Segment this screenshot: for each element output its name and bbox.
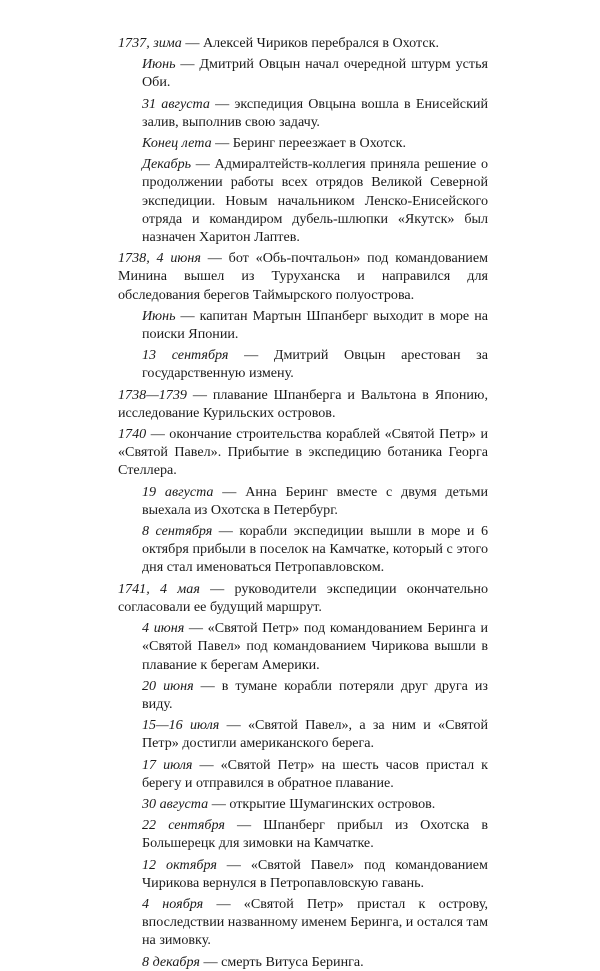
chronology-year-entry	[118, 580, 488, 616]
entry-date: 19 августа	[142, 483, 214, 500]
chronology-sub-entry	[118, 677, 488, 713]
entry-text: — «Святой Павел» под командованием Чирикова вернулся в Петропавловскую гавань.	[142, 856, 488, 891]
entry-text: — плавание Шпанберга и Вальтона в Японию, исследование Курильских островов.	[118, 386, 488, 421]
chronology-sub-entry	[118, 483, 488, 519]
entry-text: — в тумане корабли потеряли друг друга из виду.	[142, 677, 488, 712]
entry-text: — Адмиралтейств-коллегия приняла решение о продолжении работы всех отрядов Великой Северной экспедиции. Новым начальником Ленско-Енисейского отряда и командиром дубель-шлюпки «Якутск» был назначен Харитон Лаптев.	[142, 156, 488, 246]
chronology-year-entry	[118, 386, 488, 422]
chronology-sub-entry	[118, 134, 488, 152]
entry-text: — открытие Шумагинских островов.	[208, 795, 436, 812]
entry-text: — «Святой Петр» пристал к острову, впоследствии названному именем Беринга, и остался там на зимовку.	[142, 895, 488, 949]
chronology-sub-entry	[118, 155, 488, 246]
entry-text: — Беринг переезжает в Охотск.	[211, 135, 407, 152]
entry-text: — капитан Мартын Шпанберг выходит в море на поиски Японии.	[142, 307, 488, 343]
chronology-sub-entry	[118, 816, 488, 852]
chronology-year-entry	[118, 249, 488, 304]
chronology-year-entry	[118, 34, 488, 52]
entry-text: — Алексей Чириков перебрался в Охотск.	[181, 35, 440, 51]
entry-date: 1741, 4 мая	[118, 580, 200, 597]
chronology-sub-entry	[118, 619, 488, 674]
entry-date: 1738—1739	[118, 386, 187, 403]
entry-text: — Анна Беринг вместе с двумя детьми выехала из Охотска в Петербург.	[142, 483, 488, 518]
entry-date: 20 июня	[142, 677, 194, 694]
entry-date: 13 сентября	[142, 347, 229, 364]
entry-date: 15—16 июля	[142, 717, 220, 734]
entry-text: — корабли экспедиции вышли в море и 6 октября прибыли в поселок на Камчатке, который с этого дня стал именоваться Петропавловском.	[142, 523, 488, 576]
entry-date: Конец лета	[142, 135, 212, 152]
chronology-sub-entry	[118, 95, 488, 131]
entry-text: — бот «Обь-почтальон» под командованием Минина вышел из Туруханска и направился для обследования берегов Таймырского полуострова.	[118, 250, 488, 303]
entry-date: 22 сентября	[142, 817, 225, 834]
entry-date: 31 августа	[142, 95, 210, 112]
chronology-sub-entry	[118, 953, 488, 971]
entry-text: — Дмитрий Овцын арестован за государственную измену.	[142, 347, 488, 382]
entry-text: — Шпанберг прибыл из Охотска в Большерецк для зимовки на Камчатке.	[142, 817, 488, 852]
entry-text: — руководители экспедиции окончательно согласовали ее будущий маршрут.	[118, 580, 488, 615]
entry-date: 1737, зима	[118, 35, 182, 51]
chronology-sub-entry	[118, 795, 488, 813]
chronology-sub-entry	[118, 307, 488, 343]
entry-date: 12 октября	[142, 856, 217, 873]
entry-text: — окончание строительства кораблей «Святой Петр» и «Святой Павел». Прибытие в экспедицию ботаника Георга Стеллера.	[118, 426, 488, 479]
chronology-sub-entry	[118, 716, 488, 752]
chronology-sub-entry	[118, 346, 488, 382]
entry-date: 4 ноября	[142, 895, 204, 912]
chronology-sub-entry	[118, 55, 488, 91]
entry-date: Декабрь	[142, 156, 192, 173]
entry-date: 8 декабря	[142, 953, 200, 970]
entry-date: Июнь	[142, 307, 176, 324]
entry-text: — экспедиция Овцына вошла в Енисейский залив, выполнив свою задачу.	[142, 95, 488, 130]
entry-text: — смерть Витуса Беринга.	[199, 953, 364, 970]
entry-date: 30 августа	[142, 795, 209, 812]
entry-text: — Дмитрий Овцын начал очередной штурм устья Оби.	[142, 56, 488, 91]
chronology-sub-entry	[118, 895, 488, 950]
entry-text: — «Святой Павел», а за ним и «Святой Петр» достигли американского берега.	[142, 717, 488, 752]
chronology-sub-entry	[118, 522, 488, 577]
entry-date: 4 июня	[142, 620, 185, 637]
entry-date: 1740	[118, 426, 147, 443]
chronology-sub-entry	[118, 856, 488, 892]
entry-date: 1738, 4 июня	[118, 250, 201, 267]
entry-date: 8 сентября	[142, 523, 213, 540]
chronology-year-entry	[118, 425, 488, 480]
entry-date: Июнь	[142, 56, 176, 73]
entry-text: — «Святой Петр» под командованием Беринга и «Святой Павел» под командованием Чирикова вышли в плавание к берегам Америки.	[142, 620, 488, 673]
entry-text: — «Святой Петр» на шесть часов пристал к берегу и отправился в обратное плавание.	[142, 756, 489, 791]
entry-date: 17 июля	[142, 756, 193, 773]
chronology-sub-entry	[118, 756, 488, 792]
